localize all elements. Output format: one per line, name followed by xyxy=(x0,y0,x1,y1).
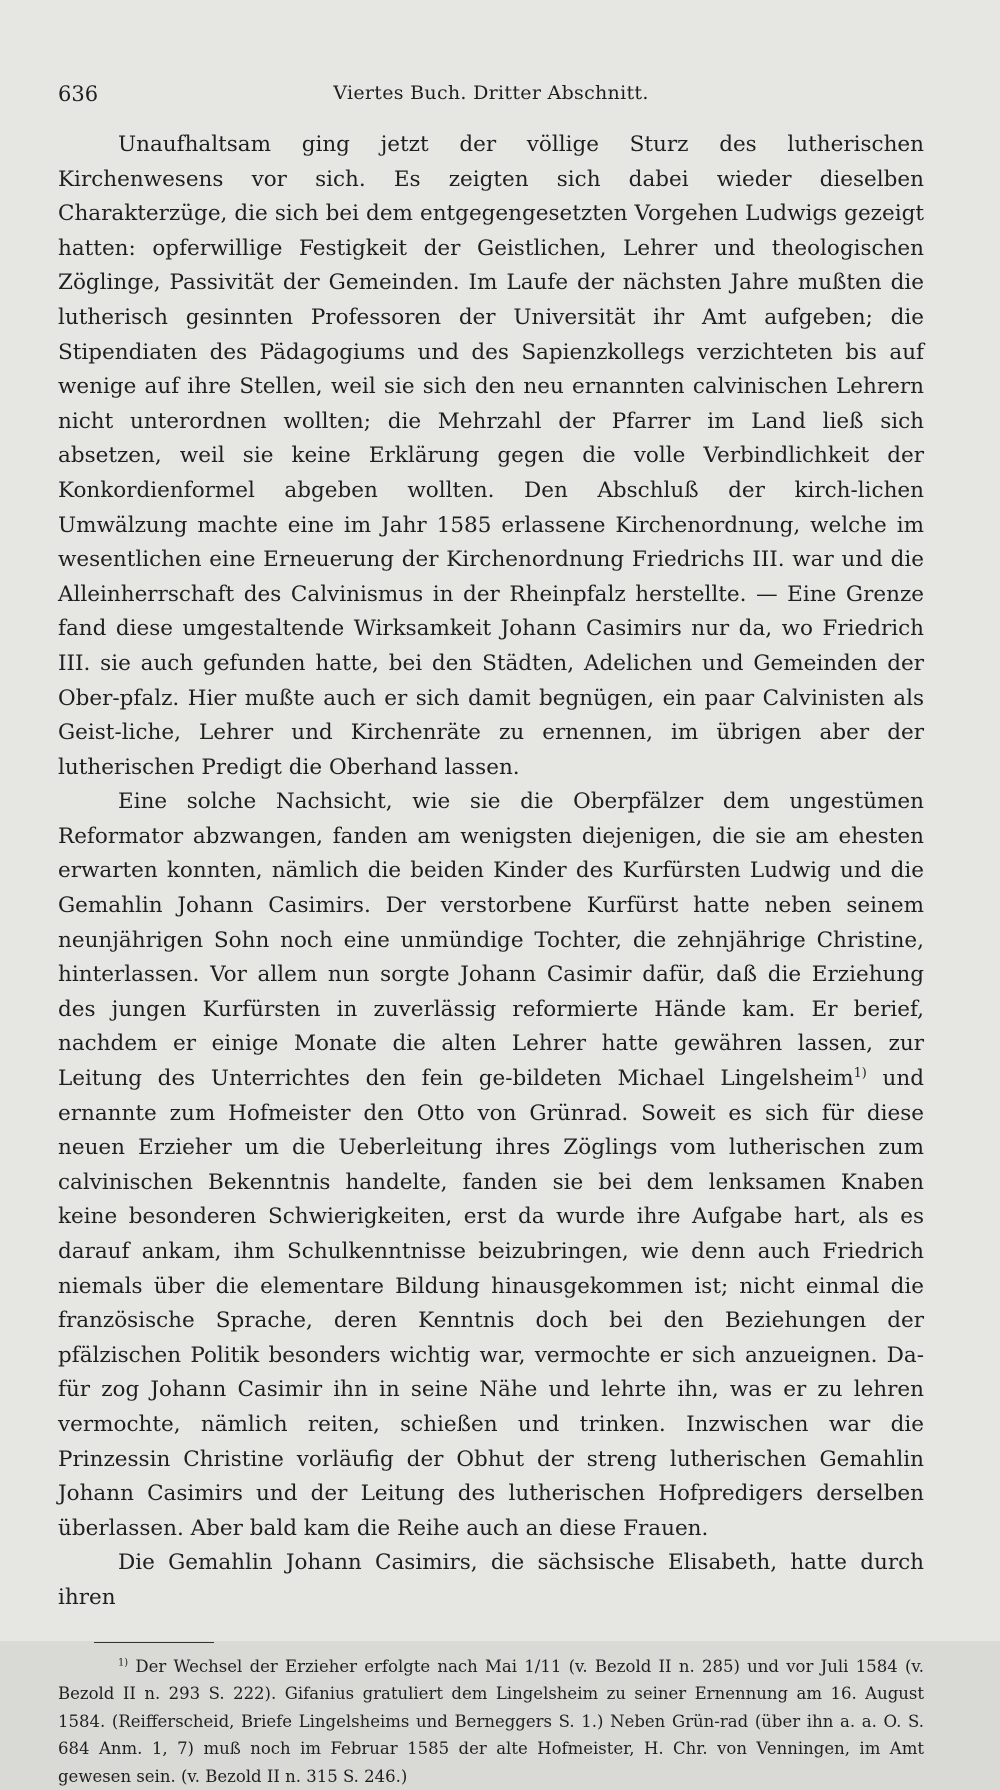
paragraph-1: Unaufhaltsam ging jetzt der völlige Sturz des lutherischen Kirchenwesens vor sich. Es zeigten sich dabei wieder dieselben Charakterzüge, die sich bei dem entgegengesetzten Vorgehen Ludwigs gezeigt hatten: opferwillige Festigkeit der Geistlichen, Lehrer und theologischen Zöglinge, Passivität der Gemeinden. Im Laufe der nächsten Jahre mußten die lutherisch gesinnten Professoren der Universität ihr Amt aufgeben; die Stipendiaten des Pädagogiums und des Sapienzkollegs verzichteten bis auf wenige auf ihre Stellen, weil sie sich den neu ernannten calvinischen Lehrern nicht unterordnen wollten; die Mehrzahl der Pfarrer im Land ließ sich absetzen, weil sie keine Erklärung gegen die volle Verbindlichkeit der Konkordienformel abgeben wollten. Den Abschluß der kirch-lichen Umwälzung machte eine im Jahr 1585 erlassene Kirchenordnung, welche im wesentlichen eine Erneuerung der Kirchenordnung Friedrichs III. war und die Alleinherrschaft des Calvinismus in der Rheinpfalz herstellte. — Eine Grenze fand diese umgestaltende Wirksamkeit Johann Casimirs nur da, wo Friedrich III. sie auch gefunden hatte, bei den Städten, Adelichen und Gemeinden der Ober-pfalz. Hier mußte auch er sich damit begnügen, ein paar Calvinisten als Geist-liche, Lehrer und Kirchenräte zu ernennen, im übrigen aber der lutherischen Predigt die Oberhand lassen. xyxy=(58,132,924,780)
page-number: 636 xyxy=(58,82,99,106)
footnote-marker: 1) xyxy=(118,1657,129,1669)
paragraph-2-text: Eine solche Nachsicht, wie sie die Oberpfälzer dem ungestümen Reformator abzwangen, fanden am wenigsten diejenigen, die sie am ehesten erwarten konnten, nämlich die beiden Kinder des Kurfürsten Ludwig und die Gemahlin Johann Casimirs. Der verstorbene Kurfürst hatte neben seinem neunjährigen Sohn noch eine unmündige Tochter, die zehnjährige Christine, hinterlassen. Vor allem nun sorgte Johann Casimir dafür, daß die Erziehung des jungen Kurfürsten in zuverlässig reformierte Hände kam. Er berief, nachdem er einige Monate die alten Lehrer hatte gewähren lassen, zur Leitung des Unterrichtes den fein ge-bildeten Michael Lingelsheim xyxy=(58,789,924,1092)
running-head-title: Viertes Buch. Dritter Abschnitt. xyxy=(333,82,649,104)
body-text xyxy=(58,128,924,1616)
footnote-reference: 1) xyxy=(853,1065,867,1081)
paragraph-3: Die Gemahlin Johann Casimirs, die sächsische Elisabeth, hatte durch ihren xyxy=(58,1550,924,1610)
paragraph-2 xyxy=(58,785,924,1546)
running-head xyxy=(58,82,924,122)
paragraph-2-continuation: und ernannte zum Hofmeister den Otto von Grünrad. Soweit es sich für diese neuen Erzieher um die Ueberleitung ihres Zöglings vom lutherischen zum calvinischen Bekenntnis handelte, fanden sie bei dem lenksamen Knaben keine besonderen Schwierigkeiten, erst da wurde ihre Aufgabe hart, als es darauf ankam, ihm Schulkenntnisse beizubringen, wie denn auch Friedrich niemals über die elementare Bildung hinausgekommen ist; nicht einmal die französische Sprache, deren Kenntnis doch bei den Beziehungen der pfälzischen Politik besonders wichtig war, vermochte er sich anzueignen. Da-für zog Johann Casimir ihn in seine Nähe und lehrte ihn, was er zu lehren vermochte, nämlich reiten, schießen und trinken. Inzwischen war die Prinzessin Christine vorläufig der Obhut der streng lutherischen Gemahlin Johann Casimirs und der Leitung des lutherischen Hofpredigers derselben überlassen. Aber bald kam die Reihe auch an diese Frauen. xyxy=(58,1066,924,1541)
footnote-text: Der Wechsel der Erzieher erfolgte nach Mai 1/11 (v. Bezold II n. 285) und vor Juli 1584 (v. Bezold II n. 293 S. 222). Gifanius gratuliert dem Lingelsheim zu seiner Ernennung am 16. August 1584. (Reifferscheid, Briefe Lingelsheims und Berneggers S. 1.) Neben Grün-rad (über ihn a. a. O. S. 684 Anm. 1, 7) muß noch im Februar 1585 der alte Hofmeister, H. Chr. von Venningen, im Amt gewesen sein. (v. Bezold II n. 315 S. 246.) xyxy=(58,1656,924,1786)
footnote xyxy=(58,1653,924,1790)
footnote-divider xyxy=(94,1642,214,1643)
